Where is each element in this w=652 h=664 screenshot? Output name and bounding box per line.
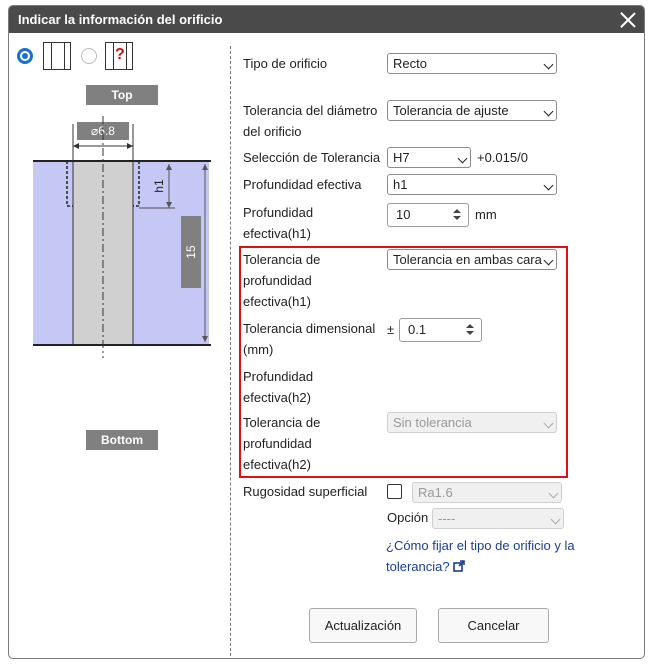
- surface-roughness-label: Rugosidad superficial: [243, 484, 368, 499]
- depth-tolerance-h2-label: Tolerancia de profundidad efectiva(h2): [243, 415, 321, 472]
- hole-diagram: [29, 116, 214, 366]
- hole-type-label: Tipo de orificio: [243, 56, 328, 71]
- dimensional-tolerance-label: Tolerancia dimensional (mm): [243, 321, 376, 357]
- depth-label: h1: [152, 179, 166, 193]
- bottom-label: Bottom: [86, 430, 158, 450]
- hole-bore: [73, 161, 133, 345]
- external-link-icon: [453, 560, 465, 572]
- surface-roughness-select[interactable]: Ra1.6: [412, 482, 562, 503]
- depth-unit: mm: [475, 207, 497, 222]
- option-select[interactable]: ----: [432, 508, 564, 529]
- close-icon[interactable]: [618, 10, 638, 30]
- spinner-icon[interactable]: [466, 324, 474, 336]
- through-hole-icon[interactable]: [43, 42, 71, 70]
- dialog-title: Indicar la información del orificio: [18, 12, 223, 27]
- help-mark: ?: [115, 46, 125, 63]
- surface-roughness-checkbox[interactable]: [387, 484, 402, 499]
- diameter-tolerance-label: Tolerancia del diámetro del orificio: [243, 103, 378, 139]
- diameter-text: ⌀6.8: [91, 124, 115, 138]
- length-text: 15: [184, 245, 198, 259]
- option-label: Opción: [387, 510, 429, 525]
- effective-depth-select[interactable]: h1: [387, 174, 557, 195]
- hole-type-select[interactable]: Recto: [387, 53, 557, 74]
- dimensional-tolerance-input[interactable]: 0.1: [399, 318, 482, 342]
- depth-tolerance-h1-select[interactable]: Tolerancia en ambas cara: [387, 249, 557, 270]
- plus-minus: ±: [387, 322, 395, 337]
- depth-tolerance-h1-label: Tolerancia de profundidad efectiva(h1): [243, 252, 321, 309]
- top-label: Top: [86, 85, 158, 105]
- tolerance-range: +0.015/0: [477, 150, 528, 165]
- panel-divider: [230, 46, 231, 656]
- hole-type-radio-selected[interactable]: [17, 48, 33, 64]
- tolerance-selection-select[interactable]: H7: [387, 147, 471, 168]
- update-button[interactable]: Actualización: [309, 608, 417, 643]
- effective-depth-label: Profundidad efectiva: [243, 177, 362, 192]
- effective-depth-h1-label: Profundidad efectiva(h1): [243, 205, 314, 241]
- help-link[interactable]: ¿Cómo fijar el tipo de orificio y la tolerancia?: [386, 538, 575, 574]
- cancel-button[interactable]: Cancelar: [438, 608, 549, 643]
- depth-tolerance-h2-select[interactable]: Sin tolerancia: [387, 412, 557, 433]
- unknown-hole-icon[interactable]: [105, 42, 133, 70]
- title-bar: [9, 6, 644, 33]
- effective-depth-h1-input[interactable]: 10: [387, 203, 469, 227]
- effective-depth-h2-label: Profundidad efectiva(h2): [243, 369, 314, 405]
- diameter-tolerance-select[interactable]: Tolerancia de ajuste: [387, 100, 557, 121]
- hole-info-dialog: [8, 5, 645, 659]
- hole-type-radio-unselected[interactable]: [81, 48, 97, 64]
- tolerance-selection-label: Selección de Tolerancia: [243, 150, 381, 165]
- spinner-icon[interactable]: [453, 209, 461, 221]
